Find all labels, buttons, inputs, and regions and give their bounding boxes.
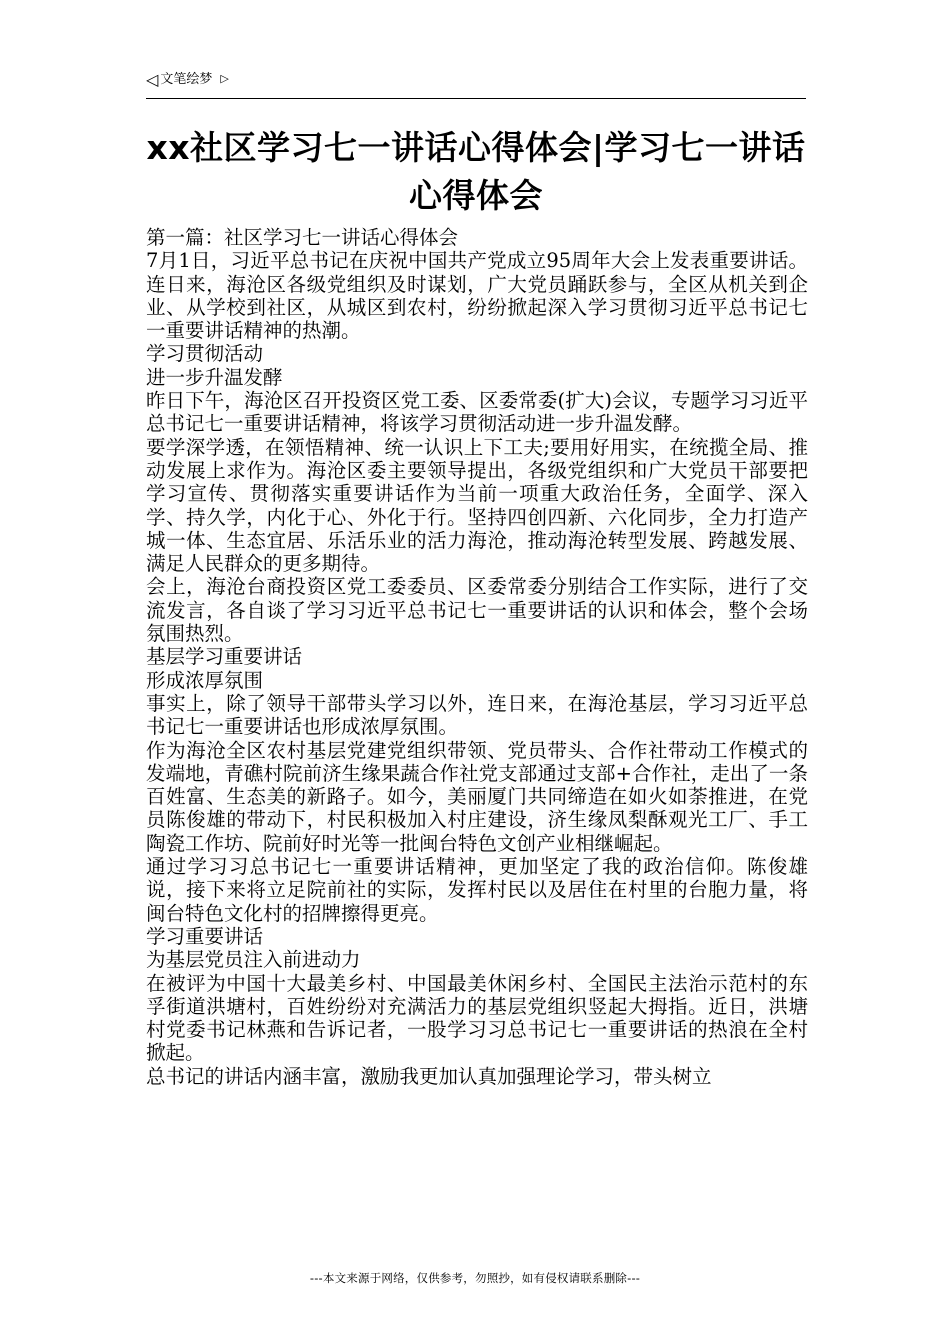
body-paragraph: 事实上，除了领导干部带头学习以外，连日来，在海沧基层，学习习近平总书记七一重要讲话也形成浓厚氛围。 (146, 691, 808, 739)
document-body (146, 226, 808, 1228)
body-paragraph: 形成浓厚氛围 (146, 668, 264, 692)
body-paragraph: 学习重要讲话 (146, 924, 264, 948)
document-title: xx社区学习七一讲话心得体会|学习七一讲话心得体会 (146, 128, 806, 215)
body-paragraph: 进一步升温发酵 (146, 365, 283, 389)
body-paragraph: 昨日下午，海沧区召开投资区党工委、区委常委(扩大)会议，专题学习习近平总书记七一重要讲话精神，将该学习贯彻活动进一步升温发酵。 (146, 389, 808, 436)
body-paragraph: 作为海沧全区农村基层党建党组织带领、党员带头、合作社带动工作模式的发端地，青礁村院前济生缘果蔬合作社党支部通过支部+合作社，走出了一条百姓富、生态美的新路子。如今，美丽厦门共同缔造在如火如荼推进，在党员陈俊雄的带动下，村民积极加入村庄建设，济生缘凤梨酥观光工厂、手工陶瓷工作坊、院前好时光等一批闽台特色文创产业相继崛起。 (146, 738, 808, 855)
body-paragraph: 为基层党员注入前进动力 (146, 948, 361, 972)
left-triangle-icon: ◁ (146, 70, 159, 89)
page-header (146, 72, 806, 99)
body-paragraph: 总书记的讲话内涵丰富，激励我更加认真加强理论学习，带头树立 (146, 1064, 712, 1088)
page-footer: ---本文来源于网络，仅供参考，勿照抄，如有侵权请联系删除--- (309, 1271, 641, 1285)
right-triangle-icon: ▷ (220, 72, 229, 85)
body-paragraph: 会上，海沧台商投资区党工委委员、区委常委分别结合工作实际，进行了交流发言，各自谈了学习习近平总书记七一重要讲话的认识和体会，整个会场氛围热烈。 (146, 575, 808, 646)
body-paragraph: 学习贯彻活动 (146, 342, 264, 366)
body-paragraph: 要学深学透，在领悟精神、统一认识上下工夫;要用好用实，在统揽全局、推动发展上求作为。海沧区委主要领导提出，各级党组织和广大党员干部要把学习宣传、贯彻落实重要讲话作为当前一项重大政治任务，全面学、深入学、持久学，内化于心、外化于行。坚持四创四新、六化同步，全力打造产城一体、生态宜居、乐活乐业的活力海沧，推动海沧转型发展、跨越发展、满足人民群众的更多期待。 (146, 435, 808, 576)
body-paragraph: 第一篇：社区学习七一讲话心得体会 (146, 226, 459, 249)
body-paragraph: 7月1日，习近平总书记在庆祝中国共产党成立95周年大会上发表重要讲话。连日来，海沧区各级党组织及时谋划，广大党员踊跃参与，全区从机关到企业、从学校到社区，从城区到农村，纷纷掀起深入学习贯彻习近平总书记七一重要讲话精神的热潮。 (146, 249, 808, 343)
body-paragraph: 通过学习习总书记七一重要讲话精神，更加坚定了我的政治信仰。陈俊雄说，接下来将立足院前社的实际，发挥村民以及居住在村里的台胞力量，将闽台特色文化村的招牌擦得更亮。 (146, 855, 808, 925)
body-paragraph: 基层学习重要讲话 (146, 645, 303, 669)
header-brand: 文笔绘梦 (160, 72, 213, 87)
body-paragraph: 在被评为中国十大最美乡村、中国最美休闲乡村、全国民主法治示范村的东孚街道洪塘村，百姓纷纷对充满活力的基层党组织竖起大拇指。近日，洪塘村党委书记林燕和告诉记者，一股学习习总书记七一重要讲话的热浪在全村掀起。 (146, 971, 808, 1065)
